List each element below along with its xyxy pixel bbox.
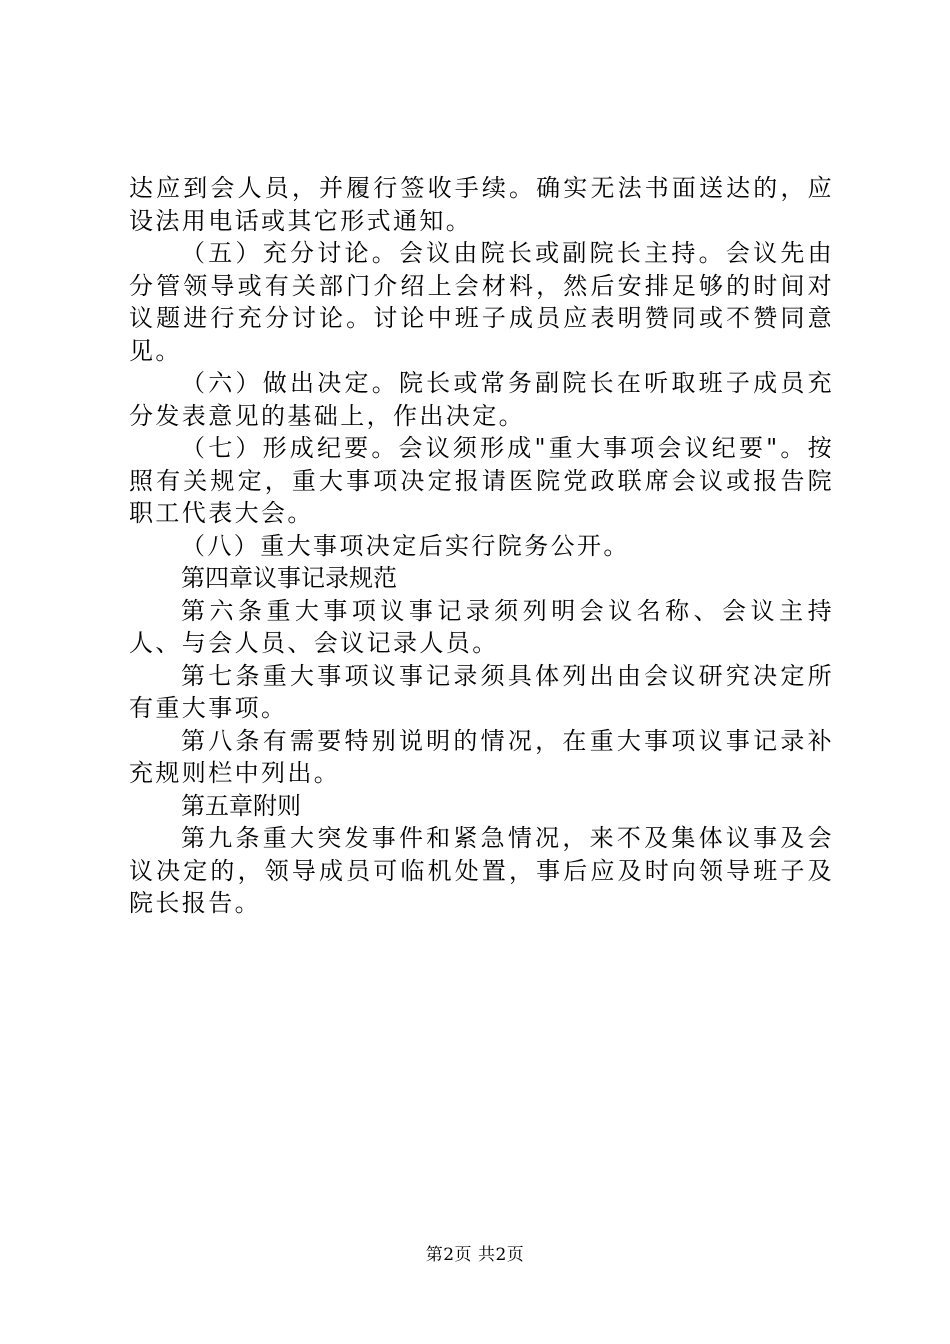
article-9: 第九条重大突发事件和紧急情况，来不及集体议事及会议决定的，领导成员可临机处置，事后应及时向领导班子及院长报告。: [129, 824, 834, 917]
chapter-heading-4: 第四章议事记录规范: [181, 564, 397, 592]
page-number-footer: 第2页 共2页: [425, 1245, 525, 1265]
paragraph-disclosure: （八）重大事项决定后实行院务公开。: [181, 531, 630, 560]
article-8: 第八条有需要特别说明的情况，在重大事项议事记录补充规则栏中列出。: [129, 726, 834, 787]
paragraph-minutes: （七）形成纪要。会议须形成"重大事项会议纪要"。按照有关规定，重大事项决定报请医院党政联席会议或报告院职工代表大会。: [129, 434, 834, 527]
chapter-heading-5: 第五章附则: [181, 791, 301, 820]
document-body: [129, 172, 834, 920]
paragraph-decision: （六）做出决定。院长或常务副院长在听取班子成员充分发表意见的基础上，作出决定。: [129, 369, 834, 430]
article-7: 第七条重大事项议事记录须具体列出由会议研究决定所有重大事项。: [129, 661, 834, 722]
article-6: 第六条重大事项议事记录须列明会议名称、会议主持人、与会人员、会议记录人员。: [129, 596, 834, 657]
paragraph-discussion: （五）充分讨论。会议由院长或副院长主持。会议先由分管领导或有关部门介绍上会材料，然后安排足够的时间对议题进行充分讨论。讨论中班子成员应表明赞同或不赞同意见。: [129, 239, 834, 365]
paragraph-continued: 达应到会人员，并履行签收手续。确实无法书面送达的，应设法用电话或其它形式通知。: [129, 174, 834, 235]
